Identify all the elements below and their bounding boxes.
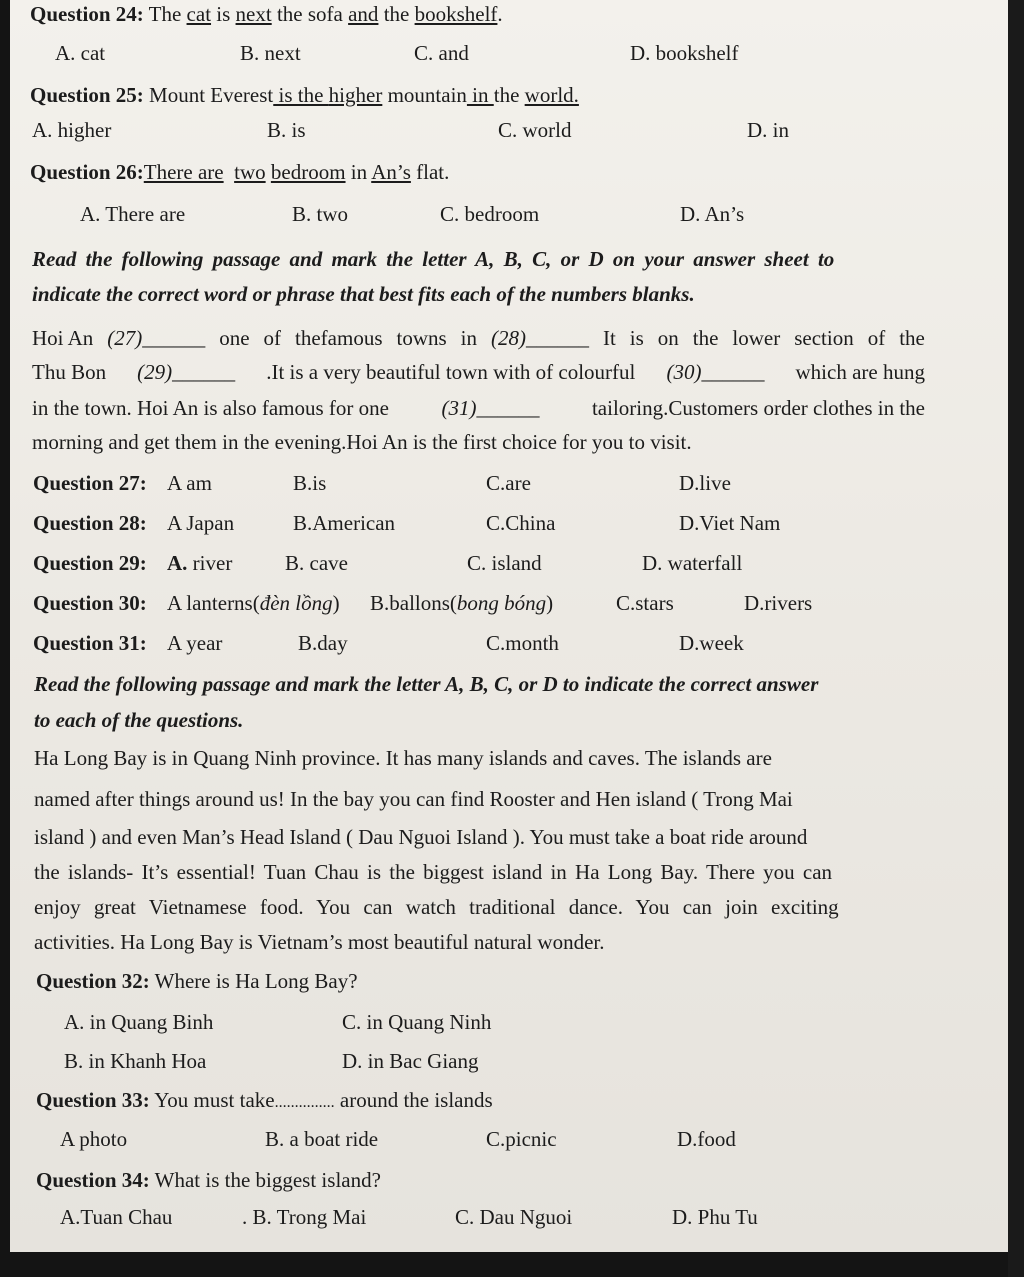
question-label: Question 34:: [36, 1168, 150, 1192]
question-label: Question 26:: [30, 160, 144, 184]
passage-line-1: Ha Long Bay is in Quang Ninh province. It has many islands and caves. The islands are: [34, 746, 772, 770]
option-a: A photo: [60, 1127, 128, 1151]
question-34-options: [0, 1203, 1010, 1231]
option-b: B. cave: [285, 551, 348, 575]
option-d: D. An’s: [680, 202, 745, 226]
option-c: C.China: [486, 511, 556, 535]
cloze-line-4: morning and get them in the evening.Hoi An is the first choice for you to visit.: [32, 430, 692, 454]
option-c: C. in Quang Ninh: [342, 1010, 492, 1034]
option-a: A lanterns(đèn lồng): [167, 591, 340, 615]
option-b: B.ballons(bong bóng): [370, 591, 554, 615]
question-32-options-row-2: [0, 1047, 1010, 1075]
instruction-1-line-1: Read the following passage and mark the letter A, B, C, or D on your answer sheet to: [32, 247, 835, 271]
option-d: D.rivers: [744, 591, 813, 615]
option-b: B. in Khanh Hoa: [64, 1049, 207, 1073]
question-28: [0, 509, 1010, 537]
blank-27: (27)______: [107, 326, 206, 350]
question-label: Question 24:: [30, 2, 144, 26]
option-d: D. bookshelf: [630, 41, 739, 65]
question-label: Question 31:: [33, 631, 147, 655]
passage-line-4: the islands- It’s essential! Tuan Chau is the biggest island in Ha Long Bay. There you can: [34, 860, 833, 884]
blank-28: (28)______: [491, 326, 589, 350]
question-33-options: [0, 1125, 1010, 1153]
option-b: B. is: [267, 118, 306, 142]
option-c: C. island: [467, 551, 542, 575]
instruction-2-line-1: Read the following passage and mark the letter A, B, C, or D to indicate the correct answer: [34, 672, 819, 696]
option-a: A. cat: [55, 41, 106, 65]
option-c: C. Dau Nguoi: [455, 1205, 573, 1229]
question-27: [0, 469, 1010, 497]
question-24: Question 24: The cat is next the sofa and the bookshelf.: [30, 2, 503, 26]
option-d: D.Viet Nam: [679, 511, 781, 535]
question-33: Question 33: You must take............... around the islands: [36, 1088, 493, 1112]
option-b: B. a boat ride: [265, 1127, 379, 1151]
blank-31: (31)______: [441, 396, 540, 420]
passage-line-6: activities. Ha Long Bay is Vietnam’s most beautiful natural wonder.: [34, 930, 605, 954]
cloze-line-3: in the town. Hoi An is also famous for one (31)______ tailoring.Customers order clothes in the: [32, 396, 925, 420]
cloze-line-2: Thu Bon (29)______ .It is a very beautiful town with of colourful (30)______ which are hung: [32, 360, 925, 384]
question-label: Question 32:: [36, 969, 150, 993]
option-b: B.is: [293, 471, 327, 495]
option-b: B. two: [292, 202, 349, 226]
question-25: Question 25: Mount Everest is the higher mountain in the world.: [30, 83, 579, 107]
option-c: C.are: [486, 471, 531, 495]
option-c: C.month: [486, 631, 559, 655]
question-label: Question 28:: [33, 511, 147, 535]
option-d: D. in Bac Giang: [342, 1049, 479, 1073]
question-26-options: [0, 200, 1010, 228]
passage-line-3: island ) and even Man’s Head Island ( Dau Nguoi Island ). You must take a boat ride around: [34, 825, 808, 849]
question-34: Question 34: What is the biggest island?: [36, 1168, 381, 1192]
option-d: D.live: [679, 471, 731, 495]
option-d: D.food: [677, 1127, 736, 1151]
option-d: D. in: [747, 118, 789, 142]
option-d: D. waterfall: [642, 551, 743, 575]
instruction-2-line-2: to each of the questions.: [34, 708, 244, 732]
cloze-line-1: Hoi An (27)______ one of thefamous towns in (28)______ It is on the lower section of the: [32, 326, 925, 350]
option-b: . B. Trong Mai: [242, 1205, 367, 1229]
question-30: [0, 589, 1010, 617]
option-a: A am: [167, 471, 212, 495]
option-d: D.week: [679, 631, 744, 655]
option-b: B. next: [240, 41, 301, 65]
option-b: B.day: [298, 631, 348, 655]
blank-30: (30)______: [666, 360, 765, 384]
question-label: Question 25:: [30, 83, 144, 107]
question-label: Question 27:: [33, 471, 147, 495]
option-a: A Japan: [167, 511, 235, 535]
question-25-options: [0, 116, 1010, 144]
right-edge-shadow: [1008, 0, 1024, 1277]
option-c: C. and: [414, 41, 469, 65]
question-29: [0, 549, 1010, 577]
question-32-options-row-1: [0, 1008, 1010, 1036]
question-24-options: [0, 39, 1010, 67]
question-26: Question 26:There are two bedroom in An’s flat.: [30, 160, 450, 184]
option-a: A. higher: [32, 118, 112, 142]
option-d: D. Phu Tu: [672, 1205, 758, 1229]
option-a: A. in Quang Binh: [64, 1010, 214, 1034]
option-a: A. There are: [80, 202, 186, 226]
option-a: A year: [167, 631, 223, 655]
option-c: C. bedroom: [440, 202, 540, 226]
question-label: Question 30:: [33, 591, 147, 615]
option-c: C. world: [498, 118, 572, 142]
question-31: [0, 629, 1010, 657]
question-32: Question 32: Where is Ha Long Bay?: [36, 969, 358, 993]
answer-blank: ...............: [274, 1094, 335, 1111]
instruction-1-line-2: indicate the correct word or phrase that best fits each of the numbers blanks.: [32, 282, 695, 306]
option-b: B.American: [293, 511, 396, 535]
option-a: A.Tuan Chau: [60, 1205, 173, 1229]
option-c: C.picnic: [486, 1127, 557, 1151]
option-a: A. river: [167, 551, 233, 575]
blank-29: (29)______: [137, 360, 236, 384]
option-c: C.stars: [616, 591, 674, 615]
passage-line-5: enjoy great Vietnamese food. You can watch traditional dance. You can join exciting: [34, 895, 839, 919]
question-label: Question 33:: [36, 1088, 150, 1112]
question-label: Question 29:: [33, 551, 147, 575]
passage-line-2: named after things around us! In the bay you can find Rooster and Hen island ( Trong Mai: [34, 787, 793, 811]
